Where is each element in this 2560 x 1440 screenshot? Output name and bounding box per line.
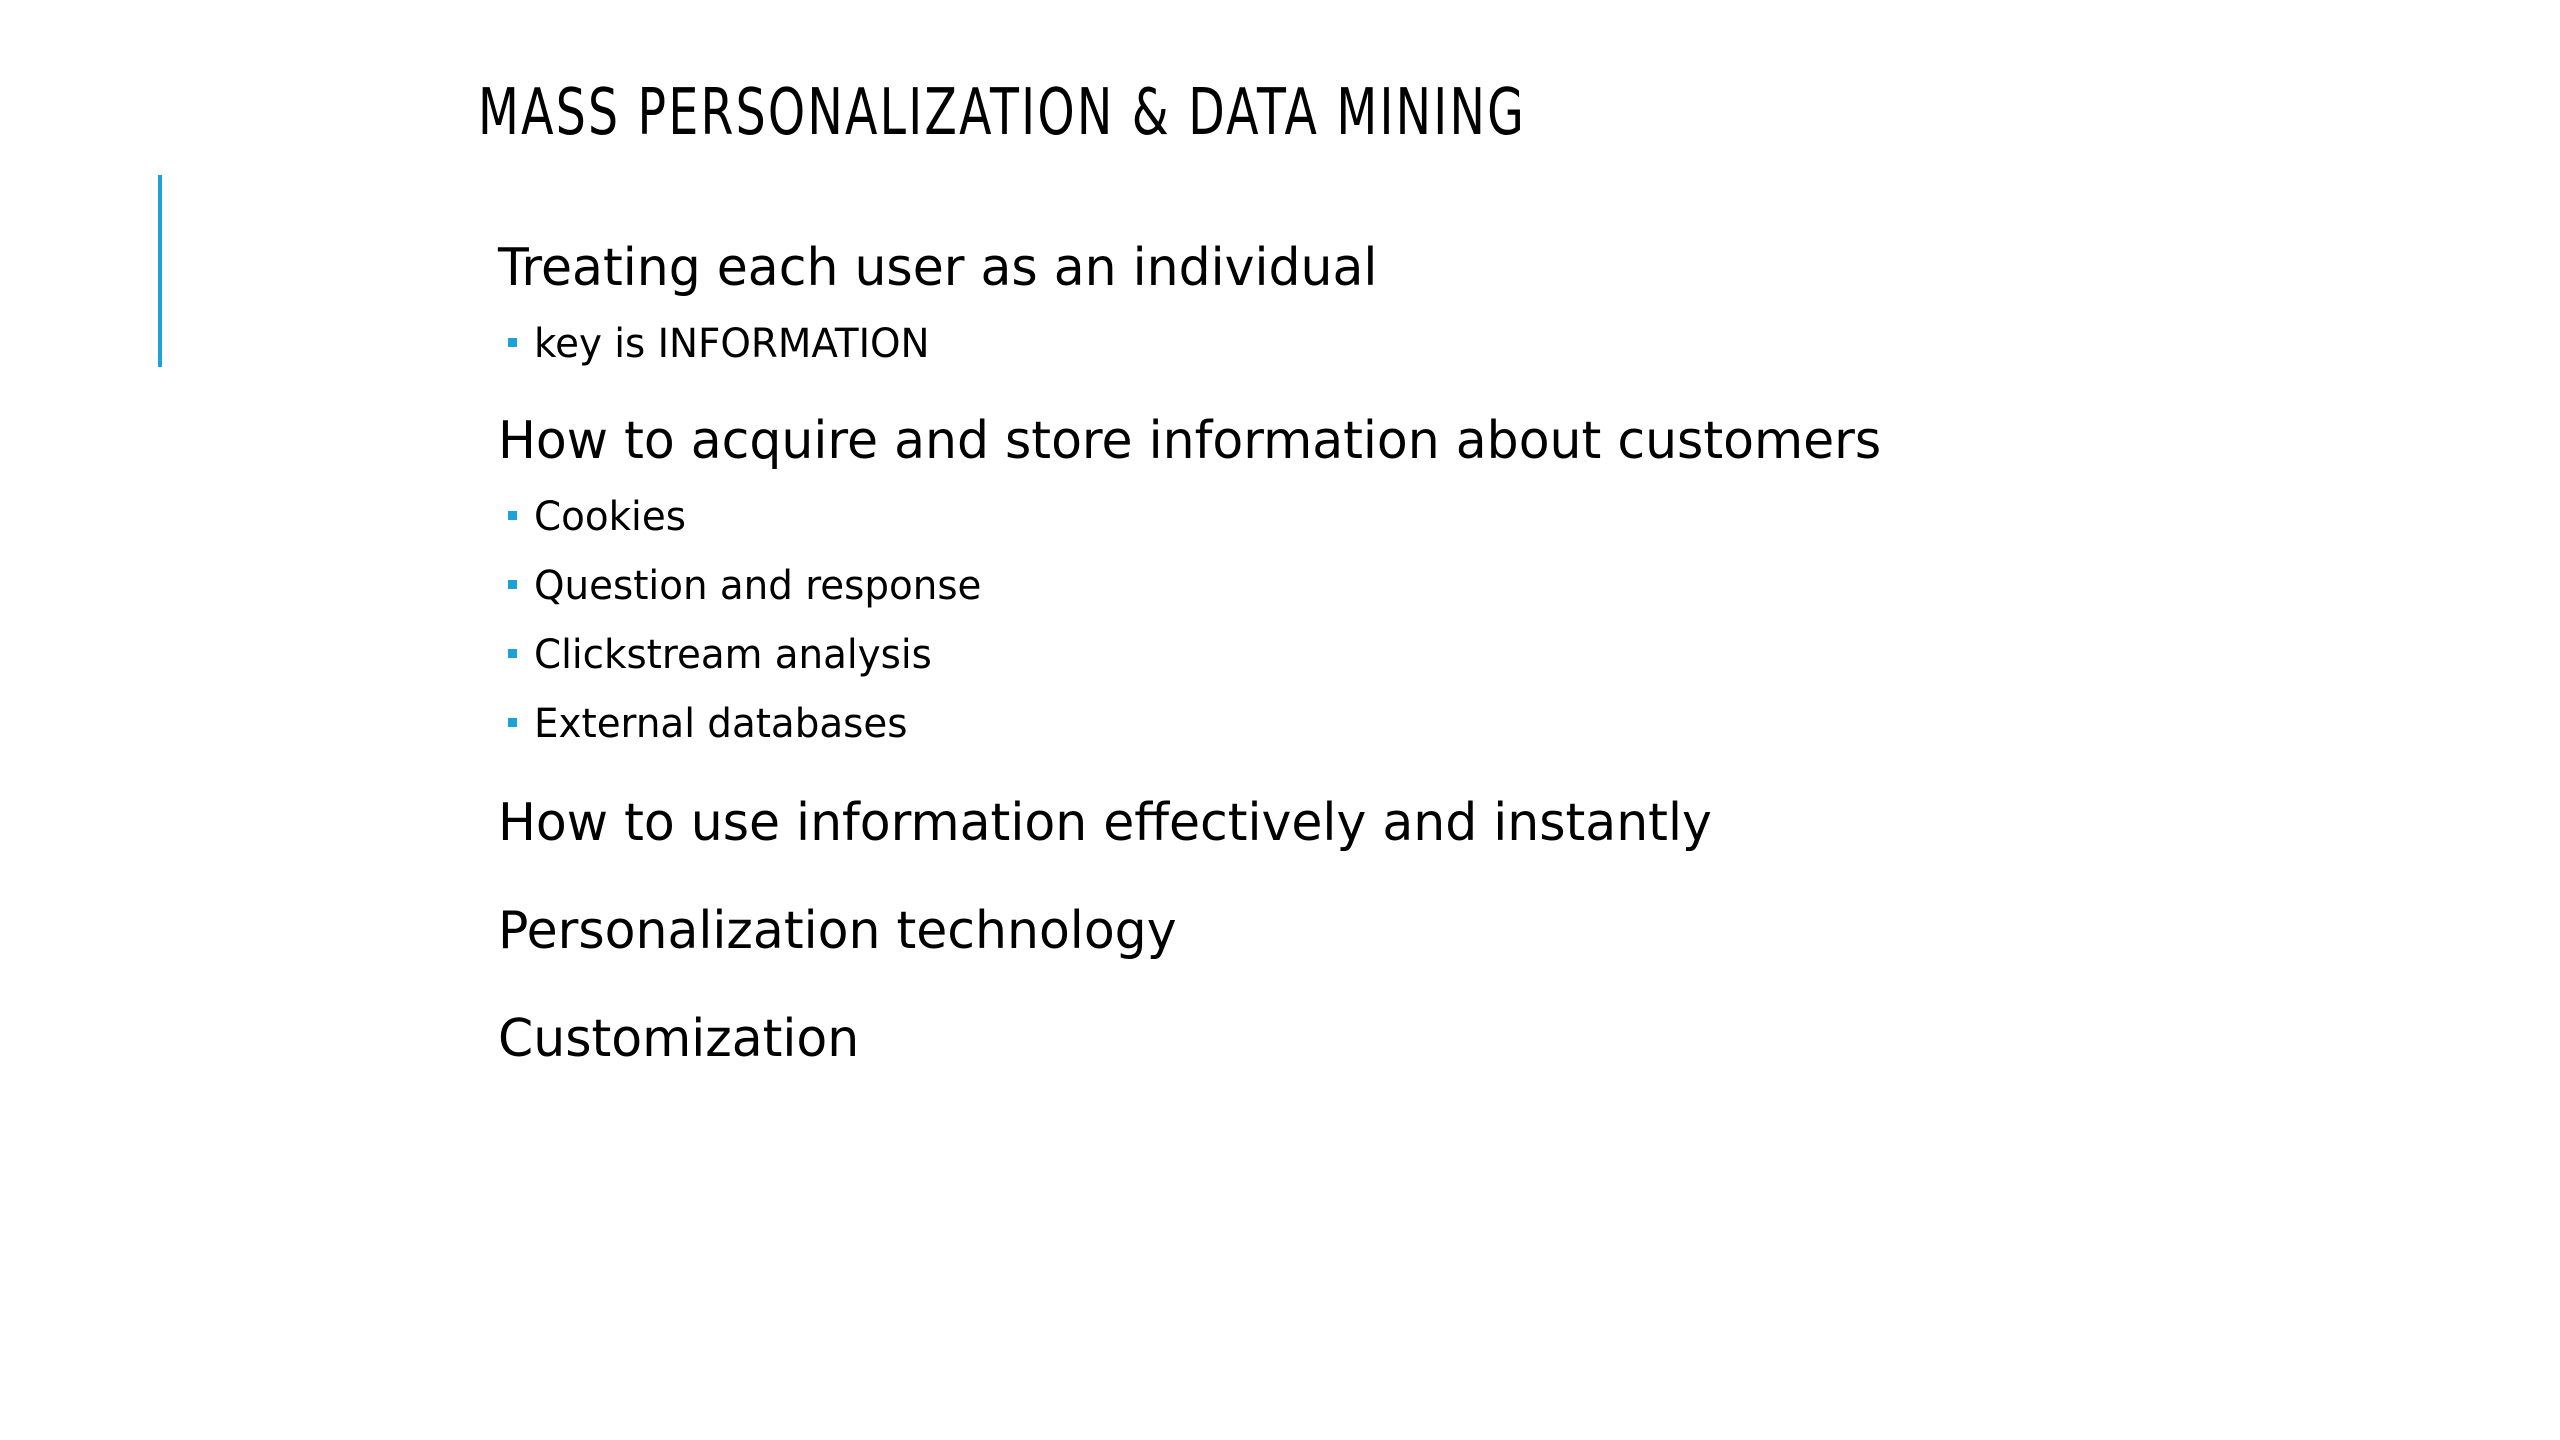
section-heading: Customization	[498, 1009, 860, 1069]
bullet-text: Cookies	[534, 494, 686, 540]
bullet-text: Clickstream analysis	[534, 632, 932, 678]
section-heading: Treating each user as an individual	[498, 238, 1378, 298]
square-bullet-icon	[508, 511, 517, 520]
bullet-item	[498, 483, 2398, 552]
square-bullet-icon	[508, 338, 517, 347]
bullet-item	[498, 690, 2398, 759]
section-heading: Personalization technology	[498, 901, 1177, 961]
bullet-list	[498, 310, 2398, 379]
bullet-item	[498, 552, 2398, 621]
bullet-text: Question and response	[534, 563, 982, 609]
slide-title: MASS PERSONALIZATION & DATA MINING	[478, 76, 1527, 150]
bullet-item	[498, 621, 2398, 690]
bullet-text: External databases	[534, 701, 908, 747]
square-bullet-icon	[508, 649, 517, 658]
square-bullet-icon	[508, 580, 517, 589]
bullet-text: key is INFORMATION	[534, 321, 930, 367]
square-bullet-icon	[508, 718, 517, 727]
section-heading: How to acquire and store information about customers	[498, 411, 1882, 471]
bullet-item	[498, 310, 2398, 379]
section-heading: How to use information effectively and instantly	[498, 793, 1712, 853]
bullet-list	[498, 483, 2398, 759]
slide-body	[498, 226, 2398, 1081]
accent-bar	[158, 175, 162, 367]
